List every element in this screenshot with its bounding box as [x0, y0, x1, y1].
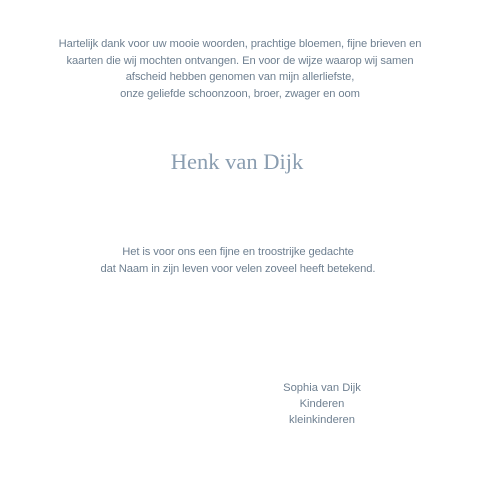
thank-you-line-1: Hartelijk dank voor uw mooie woorden, prachtige bloemen, fijne brieven en [58, 38, 422, 50]
thank-you-line-3: afscheid hebben genomen van mijn allerliefste, [125, 71, 355, 83]
memorial-quote [0, 244, 476, 277]
thank-you-message [0, 36, 480, 102]
quote-line-1: Het is voor ons een fijne en troostrijke gedachte [122, 246, 354, 258]
thank-you-line-4: onze geliefde schoonzoon, broer, zwager en oom [120, 87, 360, 100]
signature-line-2: Kinderen [299, 398, 345, 410]
signature-block [262, 380, 382, 428]
signature-line-1: Sophia van Dijk [283, 382, 361, 394]
quote-line-2: dat Naam in zijn leven voor velen zoveel heeft betekend. [100, 262, 376, 275]
thank-you-line-2: kaarten die wij mochten ontvangen. En voor de wijze waarop wij samen [66, 54, 414, 67]
deceased-name: Henk van Dijk [170, 149, 304, 174]
signature-line-3: kleinkinderen [289, 414, 355, 426]
